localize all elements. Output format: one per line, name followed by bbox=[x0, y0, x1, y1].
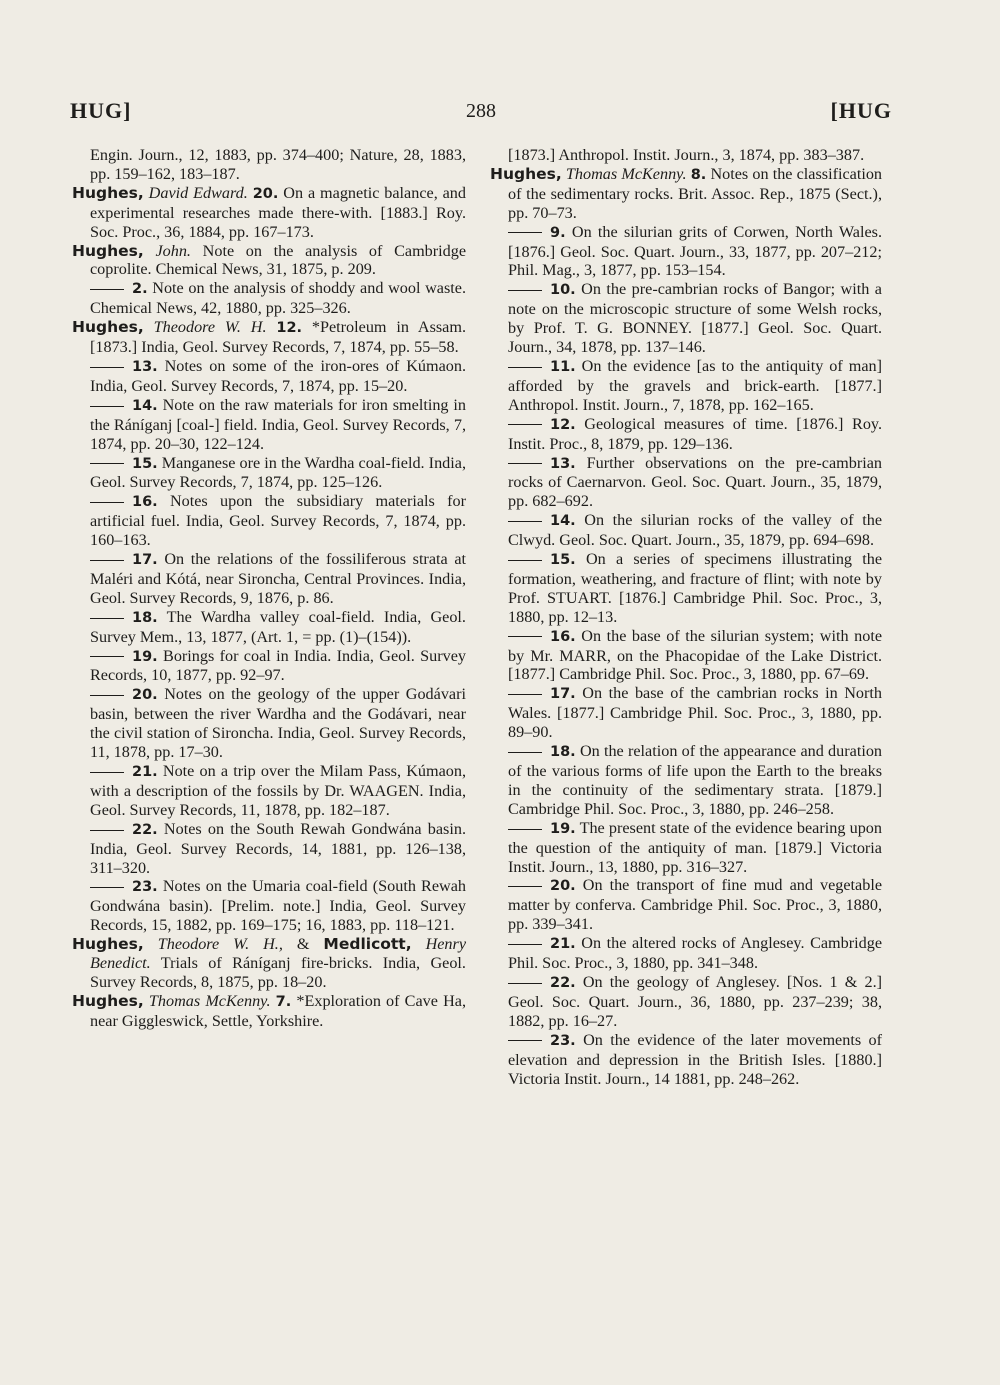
entry-text: Further observations on the pre-cambrian rocks of Caernarvon. Geol. Soc. Quart. Journ., 35, 1879, pp. 682–692. bbox=[508, 453, 882, 511]
author-entry bbox=[72, 242, 466, 280]
ditto-dash bbox=[508, 1040, 542, 1041]
entry-text: Note on the analysis of shoddy and wool waste. Chemical News, 42, 1880, pp. 325–326. bbox=[90, 279, 466, 318]
entry-number: 2. bbox=[132, 281, 148, 298]
right-column bbox=[490, 146, 882, 1088]
entry-number: 13. bbox=[550, 455, 576, 472]
entry-number: 20. bbox=[252, 185, 279, 202]
ditto-dash bbox=[508, 944, 542, 945]
entry-text: *Petroleum in Assam. [1873.] India, Geol. Survey Records, 7, 1874, pp. 55–58. bbox=[90, 318, 467, 357]
sub-entry bbox=[490, 627, 882, 685]
sub-entry bbox=[72, 762, 466, 820]
entry-number: 18. bbox=[550, 744, 576, 761]
sub-entry bbox=[72, 647, 466, 686]
entry-number: 16. bbox=[550, 628, 576, 645]
entry-number: 22. bbox=[550, 974, 576, 991]
sub-entry bbox=[72, 608, 466, 647]
sub-entry bbox=[490, 684, 882, 742]
sub-entry bbox=[490, 511, 882, 550]
entry-text: Geological measures of time. [1876.] Roy. Instit. Proc., 8, 1879, pp. 129–136. bbox=[508, 414, 883, 453]
entry-text: On a magnetic balance, and experimental researches made there-with. [1883.] Roy. Soc. Proc., 36, 1884, pp. 167–173. bbox=[90, 183, 466, 241]
ditto-dash bbox=[508, 636, 542, 637]
entry-number: 20. bbox=[132, 687, 158, 704]
author-given-names: David Edward. bbox=[148, 183, 248, 202]
ditto-dash bbox=[508, 424, 542, 425]
author-surname: Hughes, bbox=[72, 935, 144, 954]
author-surname: Hughes, bbox=[490, 164, 562, 183]
author-entry bbox=[490, 165, 882, 223]
entry-text: Note on a trip over the Milam Pass, Kúmaon, with a description of the fossils by Dr. WAAGEN. India, Geol. Survey Records, 11, 1878, pp. 182–187. bbox=[90, 762, 466, 819]
author-given-names: John. bbox=[155, 241, 191, 260]
entry-text: [1873.] Anthropol. Instit. Journ., 3, 1874, pp. 383–387. bbox=[508, 146, 865, 164]
sub-entry bbox=[490, 550, 882, 627]
author-given-names: Thomas McKenny. bbox=[148, 991, 271, 1010]
left-column bbox=[72, 146, 466, 1031]
entry-number: 16. bbox=[132, 494, 158, 511]
author-given-names: Theodore W. H. bbox=[153, 318, 267, 337]
entry-number: 22. bbox=[132, 821, 158, 838]
coauthor-surname: Medlicott, bbox=[323, 935, 412, 954]
page-header bbox=[70, 98, 892, 128]
entry-number: 17. bbox=[132, 552, 158, 569]
entry-number: 23. bbox=[132, 879, 158, 896]
entry-text: On the silurian grits of Corwen, North Wales. [1876.] Geol. Soc. Quart. Journ., 33, 1877, pp. 207–212; Phil. Mag., 3, 1877, pp. 153–154. bbox=[508, 222, 883, 280]
sub-entry bbox=[490, 223, 882, 281]
ditto-dash bbox=[90, 772, 124, 773]
sub-entry bbox=[490, 415, 882, 454]
ditto-dash bbox=[90, 656, 124, 657]
sub-entry bbox=[490, 742, 882, 819]
entry-number: 19. bbox=[132, 648, 158, 665]
entry-text: Note on the raw materials for iron smelting in the Ráníganj [coal-] field. India, Geol. Survey Records, 7, 1874, pp. 20–30, 122–124. bbox=[90, 395, 466, 453]
ditto-dash bbox=[90, 560, 124, 561]
entry-continuation bbox=[72, 146, 466, 184]
ampersand: & bbox=[296, 935, 310, 954]
entry-text: Notes on the South Rewah Gondwána basin. India, Geol. Survey Records, 14, 1881, pp. 126–138, 311–320. bbox=[90, 819, 466, 877]
entry-text: On the base of the cambrian rocks in North Wales. [1877.] Cambridge Phil. Soc. Proc., 3, 1880, pp. 89–90. bbox=[508, 684, 883, 742]
ditto-dash bbox=[508, 463, 542, 464]
author-surname: Hughes, bbox=[72, 241, 144, 260]
ditto-dash bbox=[508, 886, 542, 887]
entry-text: On a series of specimens illustrating the formation, weathering, and fracture of flint; with note by Prof. STUART. [1876.] Cambridge Phil. Soc. Proc., 3, 1880, pp. 12–13. bbox=[508, 550, 883, 626]
ditto-dash bbox=[508, 521, 542, 522]
entry-text: Notes upon the subsidiary materials for artificial fuel. India, Geol. Survey Records, 7, 1874, pp. 160–163. bbox=[90, 492, 466, 550]
entry-text: Trials of Ráníganj fire-bricks. India, Geol. Survey Records, 8, 1875, pp. 18–20. bbox=[90, 954, 466, 991]
ditto-dash bbox=[90, 463, 124, 464]
entry-number: 21. bbox=[132, 764, 158, 780]
entry-text: The Wardha valley coal-field. India, Geol. Survey Mem., 13, 1877, (Art. 1, = pp. (1)–(154)). bbox=[90, 607, 466, 646]
entry-text: On the relation of the appearance and duration of the various forms of life upon the Earth to the breaks in the continuity of the sedimentary strata. [1879.] Cambridge Phil. Soc. Proc., 3, 1880, pp. 246–258. bbox=[508, 742, 883, 818]
entry-continuation bbox=[490, 146, 882, 165]
entry-text: On the evidence of the later movements of elevation and depression in the British Isles. [1880.] Victoria Instit. Journ., 14 1881, pp. 248–262. bbox=[508, 1030, 882, 1088]
author-given-names: Thomas McKenny. bbox=[565, 164, 687, 183]
ditto-dash bbox=[508, 367, 542, 368]
entry-number: 8. bbox=[690, 166, 707, 183]
sub-entry bbox=[72, 396, 466, 454]
ditto-dash bbox=[90, 367, 124, 368]
coauthor-given-names: Henry Benedict. bbox=[90, 935, 467, 973]
page-number: 288 bbox=[466, 100, 496, 122]
entry-number: 14. bbox=[132, 397, 158, 414]
entry-number: 17. bbox=[550, 686, 576, 703]
ditto-dash bbox=[90, 289, 124, 290]
ditto-dash bbox=[90, 887, 124, 888]
entry-number: 9. bbox=[550, 224, 566, 241]
entry-number: 10. bbox=[550, 282, 576, 299]
ditto-dash bbox=[90, 502, 124, 503]
sub-entry bbox=[72, 357, 466, 396]
ditto-dash bbox=[508, 694, 542, 695]
joint-author-entry bbox=[72, 935, 466, 992]
ditto-dash bbox=[508, 290, 542, 291]
entry-number: 14. bbox=[550, 513, 576, 530]
entry-text: Notes on some of the iron-ores of Kúmaon. India, Geol. Survey Records, 7, 1874, pp. 15–20. bbox=[90, 356, 466, 395]
author-entry bbox=[72, 184, 466, 242]
entry-text: Notes on the geology of the upper Godávari basin, between the river Wardha and the Godávari, near the civil station of Sironcha. India, Geol. Survey Records, 11, 1878, pp. 17–30. bbox=[90, 685, 466, 762]
entry-number: 23. bbox=[550, 1032, 576, 1049]
sub-entry bbox=[490, 357, 882, 415]
entry-text: Engin. Journ., 12, 1883, pp. 374–400; Nature, 28, 1883, pp. 159–162, 183–187. bbox=[90, 146, 466, 183]
entry-number: 15. bbox=[550, 552, 576, 569]
author-surname: Hughes, bbox=[72, 991, 144, 1010]
entry-text: On the silurian rocks of the valley of the Clwyd. Geol. Soc. Quart. Journ., 35, 1879, pp. 694–698. bbox=[508, 511, 882, 550]
sub-entry bbox=[490, 876, 882, 934]
sub-entry bbox=[490, 819, 882, 877]
entry-text: Notes on the Umaria coal-field (South Rewah Gondwána basin). [Prelim. note.] India, Geol. Survey Records, 15, 1882, pp. 169–175; 16, 1883, pp. 118–121. bbox=[90, 877, 467, 935]
entry-number: 11. bbox=[550, 358, 576, 375]
entry-text: On the pre-cambrian rocks of Bangor; with a note on the microscopic structure of some Welsh rocks, by Prof. T. G. BONNEY. [1877.] Geol. Soc. Quart. Journ., 34, 1878, pp. 137–146. bbox=[508, 280, 882, 357]
sub-entry bbox=[490, 280, 882, 357]
author-entry bbox=[72, 318, 466, 357]
header-right-catchword: [HUG bbox=[830, 98, 892, 123]
sub-entry bbox=[490, 454, 882, 512]
entry-number: 12. bbox=[550, 416, 576, 433]
entry-text: *Exploration of Cave Ha, near Giggleswick, Settle, Yorkshire. bbox=[90, 991, 466, 1030]
sub-entry bbox=[72, 492, 466, 550]
entry-number: 7. bbox=[275, 993, 292, 1010]
author-given-names: Theodore W. H., bbox=[157, 935, 283, 954]
sub-entry bbox=[72, 820, 466, 878]
entry-number: 15. bbox=[132, 455, 158, 472]
author-entry bbox=[72, 992, 466, 1031]
author-surname: Hughes, bbox=[72, 318, 144, 337]
entry-number: 21. bbox=[550, 936, 576, 953]
sub-entry bbox=[72, 550, 466, 608]
entry-number: 13. bbox=[132, 358, 158, 375]
entry-number: 18. bbox=[132, 609, 158, 626]
sub-entry bbox=[72, 454, 466, 493]
sub-entry bbox=[490, 1031, 882, 1089]
header-left-catchword: HUG] bbox=[70, 98, 132, 123]
entry-number: 20. bbox=[550, 878, 576, 895]
entry-text: The present state of the evidence bearing upon the question of the antiquity of man. [1879.] Victoria Instit. Journ., 13, 1880, pp. 316–327. bbox=[508, 818, 882, 876]
entry-number: 12. bbox=[276, 320, 303, 337]
sub-entry bbox=[490, 973, 882, 1031]
ditto-dash bbox=[508, 983, 542, 984]
sub-entry bbox=[72, 877, 466, 935]
entry-text: Borings for coal in India. India, Geol. Survey Records, 10, 1877, pp. 92–97. bbox=[90, 646, 466, 685]
entry-text: Notes on the classification of the sedimentary rocks. Brit. Assoc. Rep., 1875 (Sect.), pp. 70–73. bbox=[508, 164, 883, 222]
author-surname: Hughes, bbox=[72, 183, 144, 202]
entry-text: On the evidence [as to the antiquity of man] afforded by the gravels and brick-earth. [1877.] Anthropol. Instit. Journ., 7, 1878, pp. 162–165. bbox=[508, 356, 882, 414]
entry-text: Manganese ore in the Wardha coal-field. India, Geol. Survey Records, 7, 1874, pp. 125–126. bbox=[90, 453, 466, 492]
entry-text: Note on the analysis of Cambridge coprolite. Chemical News, 31, 1875, p. 209. bbox=[90, 241, 467, 279]
entry-text: On the geology of Anglesey. [Nos. 1 & 2.] Geol. Soc. Quart. Journ., 36, 1880, pp. 237–239; 38, 1882, pp. 16–27. bbox=[508, 972, 883, 1030]
ditto-dash bbox=[508, 752, 542, 753]
sub-entry bbox=[72, 279, 466, 318]
entry-text: On the base of the silurian system; with note by Mr. MARR, on the Phacopidae of the Lake District. [1877.] Cambridge Phil. Soc. Proc., 3, 1880, pp. 67–69. bbox=[508, 626, 882, 684]
ditto-dash bbox=[508, 829, 542, 830]
ditto-dash bbox=[90, 830, 124, 831]
sub-entry bbox=[490, 934, 882, 973]
ditto-dash bbox=[90, 695, 124, 696]
ditto-dash bbox=[508, 232, 542, 233]
entry-text: On the relations of the fossiliferous strata at Maléri and Kótá, near Sironcha, Central Provinces. India, Geol. Survey Records, 9, 1876, p. 86. bbox=[90, 550, 466, 607]
ditto-dash bbox=[90, 406, 124, 407]
entry-text: On the transport of fine mud and vegetable matter by conferva. Cambridge Phil. Soc. Proc., 3, 1880, pp. 339–341. bbox=[508, 876, 883, 934]
sub-entry bbox=[72, 685, 466, 762]
ditto-dash bbox=[508, 560, 542, 561]
entry-text: On the altered rocks of Anglesey. Cambridge Phil. Soc. Proc., 3, 1880, pp. 341–348. bbox=[508, 934, 882, 973]
entry-number: 19. bbox=[550, 820, 576, 837]
ditto-dash bbox=[90, 618, 124, 619]
